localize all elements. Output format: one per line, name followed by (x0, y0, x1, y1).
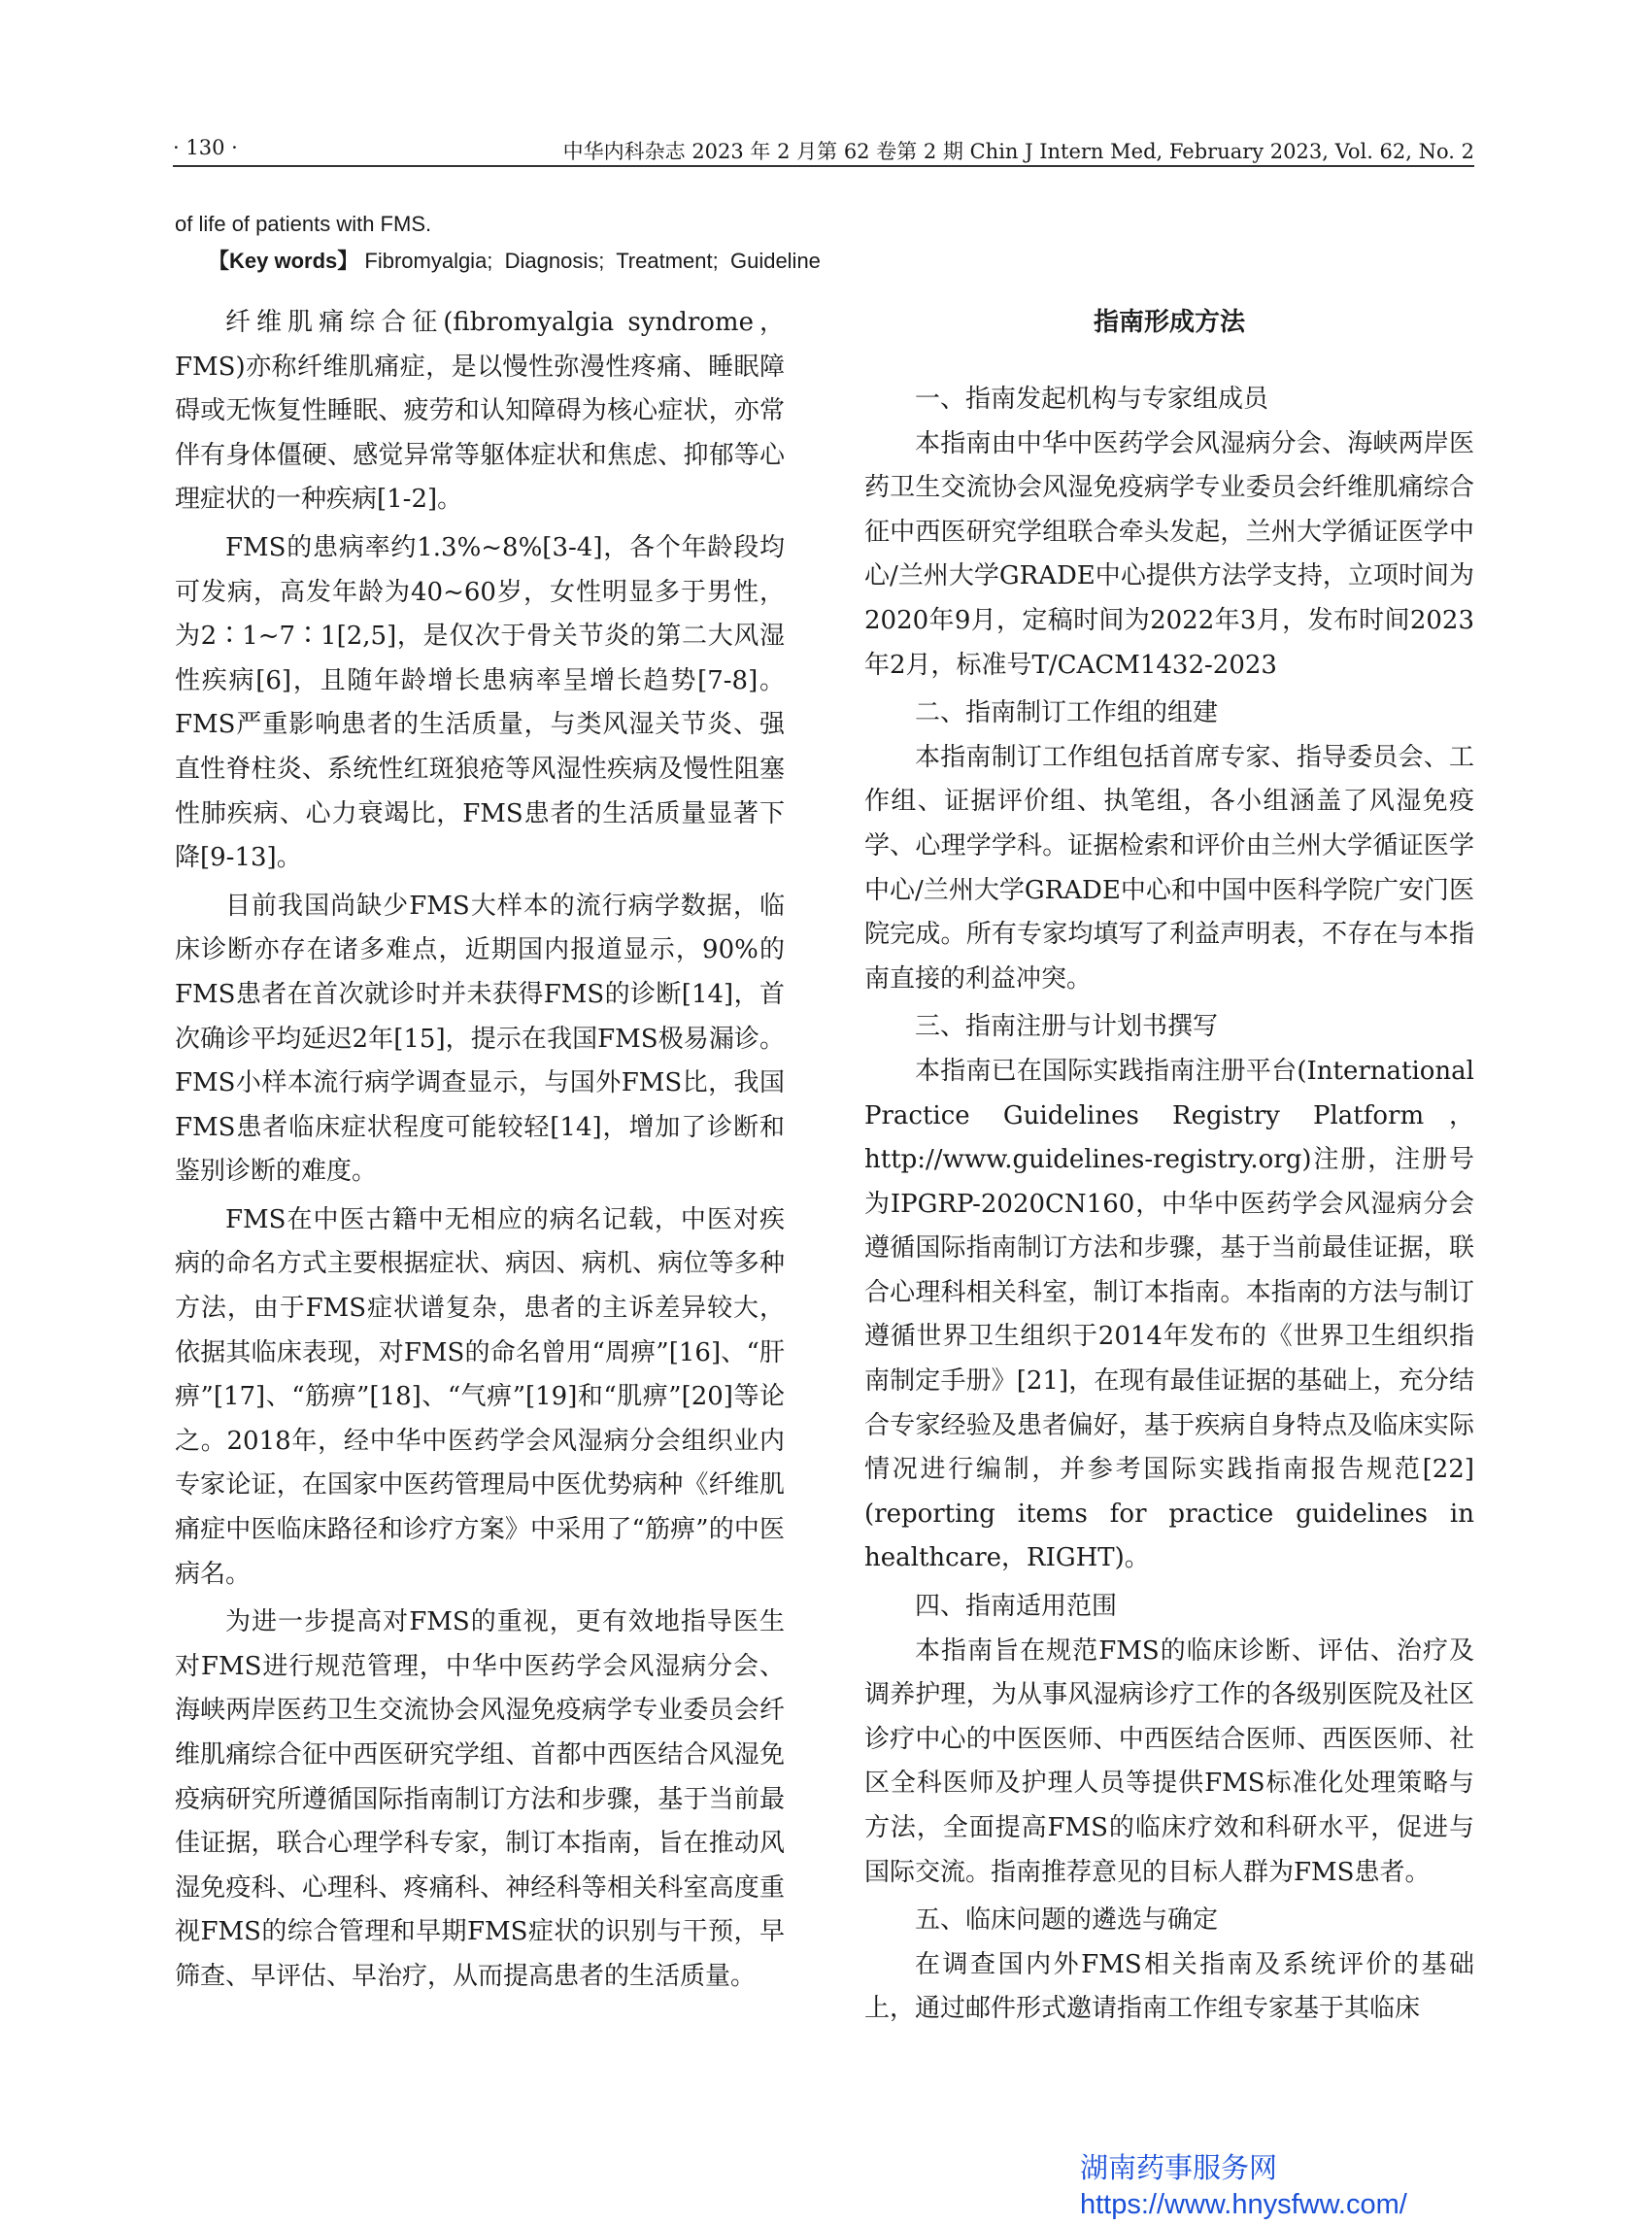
subsection-title-5: 五、临床问题的遴选与确定 (915, 1905, 1219, 1936)
subsection-text-5: 在调查国内外FMS相关指南及系统评价的基础上，通过邮件形式邀请指南工作组专家基于其临床 (864, 1949, 1474, 2024)
keywords-line (208, 245, 821, 275)
paragraph-tcm-naming: FMS在中医古籍中无相应的病名记载，中医对疾病的命名方式主要根据症状、病因、病机、病位等多种方法，由于FMS症状谱复杂，患者的主诉差异较大，依据其临床表现，对FMS的命名曾用“周痹”[16]、“肝痹”[17]、“筋痹”[18]、“气痹”[19]和“肌痹”[20]等论之。2018年，经中华中医药学会风湿病分会组织业内专家论证，在国家中医药管理局中医优势病种《纤维肌痛症中医临床路径和诊疗方案》中采用了“筋痹”的中医病名。 (175, 1204, 785, 1589)
paragraph-prevalence: FMS的患病率约1.3%~8%[3-4]，各个年龄段均可发病，高发年龄为40~60岁，女性明显多于男性，为2∶1~7∶1[2,5]，是仅次于骨关节炎的第二大风湿性疾病[6]，且随年龄增长患病率呈增长趋势[7-8]。FMS严重影响患者的生活质量，与类风湿关节炎、强直性脊柱炎、系统性红斑狼疮等风湿性疾病及慢性阻塞性肺疾病、心力衰竭比，FMS患者的生活质量显著下降[9-13]。 (175, 532, 785, 873)
right-column (864, 301, 1474, 2036)
subsection-title-1: 一、指南发起机构与专家组成员 (915, 385, 1269, 414)
abstract-tail: of life of patients with FMS. (175, 212, 432, 236)
subsection-title-3: 三、指南注册与计划书撰写 (915, 1012, 1219, 1042)
paragraph-diagnosis: 目前我国尚缺少FMS大样本的流行病学数据，临床诊断亦存在诸多难点，近期国内报道显示，90%的FMS患者在首次就诊时并未获得FMS的诊断[14]，首次确诊平均延迟2年[15]，提示在我国FMS极易漏诊。FMS小样本流行病学调查显示，与国外FMS比，我国FMS患者临床症状程度可能较轻[14]，增加了诊断和鉴别诊断的难度。 (175, 891, 785, 1187)
subsection-text-2: 本指南制订工作组包括首席专家、指导委员会、工作组、证据评价组、执笔组，各小组涵盖了风湿免疫学、心理学学科。证据检索和评价由兰州大学循证医学中心/兰州大学GRADE中心和中国中医科学院广安门医院完成。所有专家均填写了利益声明表，不存在与本指南直接的利益冲突。 (864, 742, 1474, 994)
page-number: · 130 · (173, 136, 238, 159)
watermark-url[interactable]: https://www.hnysfww.com/ (1080, 2189, 1407, 2220)
keywords-terms: Fibromyalgia; Diagnosis; Treatment; Guideline (358, 249, 821, 273)
journal-citation: 中华内科杂志 2023 年 2 月第 62 卷第 2 期 Chin J Intern Med, February 2023, Vol. 62, No. 2 (562, 140, 1474, 163)
subsection-text-1: 本指南由中华中医药学会风湿病分会、海峡两岸医药卫生交流协会风湿免疫病学专业委员会纤维肌痛综合征中西医研究学组联合牵头发起，兰州大学循证医学中心/兰州大学GRADE中心提供方法学支持，立项时间为2020年9月，定稿时间为2022年3月，发布时间2023年2月，标准号T/CACM1432-2023 (864, 428, 1474, 680)
subsection-title-4: 四、指南适用范围 (915, 1592, 1118, 1622)
paragraph-intro: 纤维肌痛综合征(fibromyalgia syndrome，FMS)亦称纤维肌痛症，是以慢性弥漫性疼痛、睡眠障碍或无恢复性睡眠、疲劳和认知障碍为核心症状，亦常伴有身体僵硬、感觉异常等躯体症状和焦虑、抑郁等心理症状的一种疾病[1-2]。 (175, 308, 785, 515)
watermark-site-name: 湖南药事服务网 (1080, 2153, 1278, 2184)
left-column (175, 301, 785, 2004)
paragraph-purpose: 为进一步提高对FMS的重视，更有效地指导医生对FMS进行规范管理，中华中医药学会风湿病分会、海峡两岸医药卫生交流协会风湿免疫病学专业委员会纤维肌痛综合征中西医研究学组、首都中西医结合风湿免疫病研究所遵循国际指南制订方法和步骤，基于当前最佳证据，联合心理学科专家，制订本指南，旨在推动风湿免疫科、心理科、疼痛科、神经科等相关科室高度重视FMS的综合管理和早期FMS症状的识别与干预，早筛查、早评估、早治疗，从而提高患者的生活质量。 (175, 1607, 785, 1991)
section-title: 指南形成方法 (1093, 308, 1245, 337)
running-header (173, 132, 1474, 167)
subsection-title-2: 二、指南制订工作组的组建 (915, 698, 1219, 728)
subsection-text-3: 本指南已在国际实践指南注册平台(International Practice Guidelines Registry Platform，http://www.guidelines-registry.org)注册，注册号为IPGRP-2020CN160，中华中医药学会风湿病分会遵循国际指南制订方法和步骤，基于当前最佳证据，联合心理科相关科室，制订本指南。本指南的方法与制订遵循世界卫生组织于2014年发布的《世界卫生组织指南制定手册》[21]，在现有最佳证据的基础上，充分结合专家经验及患者偏好，基于疾病自身特点及临床实际情况进行编制，并参考国际实践指南报告规范[22](reporting items for practice guidelines in healthcare，RIGHT)。 (864, 1056, 1474, 1573)
keywords-label: 【Key words】 (208, 249, 359, 273)
watermark (1080, 2151, 1407, 2223)
subsection-text-4: 本指南旨在规范FMS的临床诊断、评估、治疗及调养护理，为从事风湿病诊疗工作的各级别医院及社区诊疗中心的中医医师、中西医结合医师、西医医师、社区全科医师及护理人员等提供FMS标准化处理策略与方法，全面提高FMS的临床疗效和科研水平，促进与国际交流。指南推荐意见的目标人群为FMS患者。 (864, 1635, 1474, 1887)
